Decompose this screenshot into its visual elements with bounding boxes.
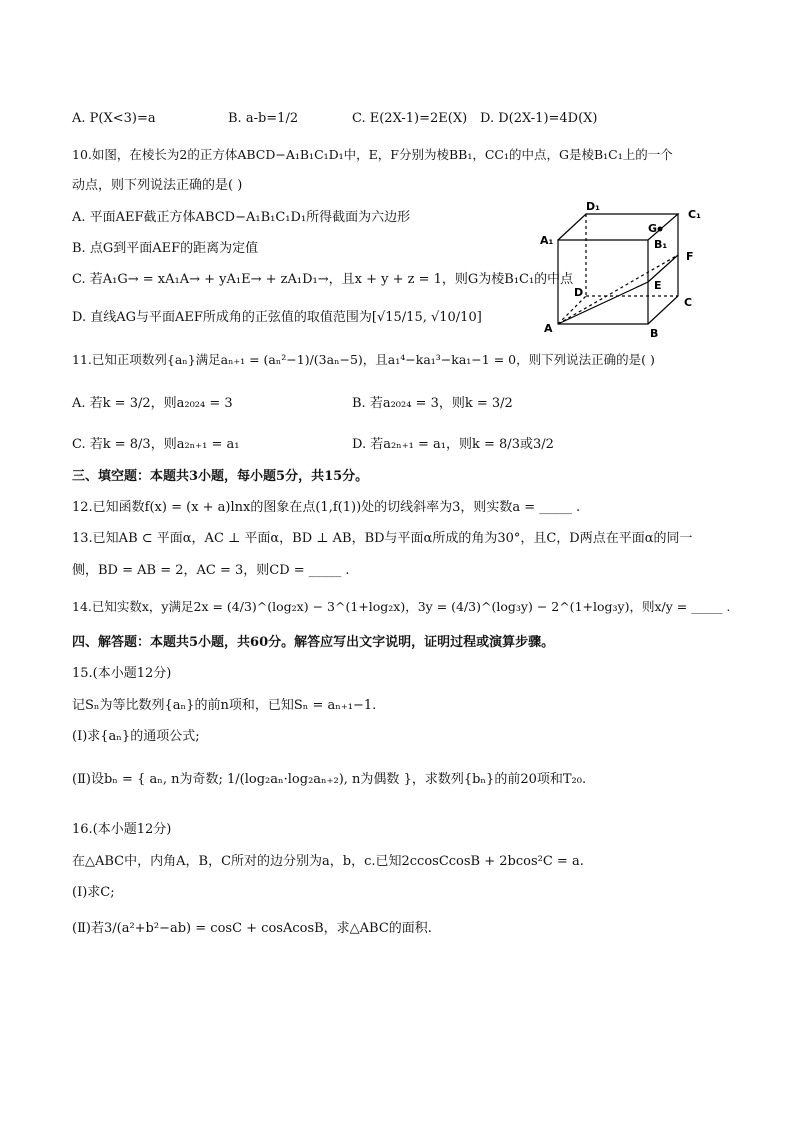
q11-option-b: B. 若a₂₀₂₄ = 3，则k = 3/2 (352, 396, 513, 411)
cube-figure (536, 196, 708, 346)
label-c1: C₁ (688, 208, 701, 221)
q13-line2: 侧，BD = AB = 2，AC = 3，则CD = _____ . (72, 563, 350, 578)
q9-option-d: D. D(2X-1)=4D(X) (480, 111, 598, 126)
label-c: C (684, 296, 693, 309)
q16-part2: (Ⅱ)若3/(a²+b²−ab) = cosC + cosAcosB，求△ABC的面积. (72, 921, 432, 936)
q10-option-b: B. 点G到平面AEF的距离为定值 (72, 241, 259, 256)
q15-stem: 记Sₙ为等比数列{aₙ}的前n项和，已知Sₙ = aₙ₊₁−1. (72, 698, 377, 713)
label-f: F (686, 250, 694, 263)
section-3-heading: 三、填空题：本题共3小题，每小题5分，共15分。 (72, 469, 369, 484)
q16-part1: (Ⅰ)求C; (72, 885, 115, 900)
point-g (658, 227, 663, 232)
q10-stem-line1: 10.如图，在棱长为2的正方体ABCD−A₁B₁C₁D₁中，E，F分别为棱BB₁，CC₁的中点，G是棱B₁C₁上的一个 (72, 147, 673, 162)
q11-option-d: D. 若a₂ₙ₊₁ = a₁，则k = 8/3或3/2 (352, 437, 554, 452)
q13-line1: 13.已知AB ⊂ 平面α，AC ⊥ 平面α，BD ⊥ AB，BD与平面α所成的角为30°，且C，D两点在平面α的同一 (72, 531, 693, 546)
section-4-heading: 四、解答题：本题共5小题，共60分。解答应写出文字说明，证明过程或演算步骤。 (72, 635, 555, 650)
q11-option-a: A. 若k = 3/2，则a₂₀₂₄ = 3 (72, 396, 233, 411)
label-d1: D₁ (586, 200, 600, 213)
label-a: A (544, 322, 553, 335)
label-e: E (654, 279, 662, 292)
q12-text: 12.已知函数f(x) = (x + a)lnx的图象在点(1,f(1))处的切线斜率为3，则实数a = _____ . (72, 500, 581, 515)
q15-part2: (Ⅱ)设bₙ = { aₙ, n为奇数; 1/(log₂aₙ·log₂aₙ₊₂), n为偶数 }，求数列{bₙ}的前20项和T₂₀. (72, 772, 587, 787)
label-d: D (574, 286, 584, 299)
q10-stem-line2: 动点，则下列说法正确的是( ) (72, 178, 243, 193)
label-b: B (650, 327, 659, 340)
q9-option-a: A. P(X<3)=a (72, 111, 156, 126)
label-g: G (648, 222, 658, 235)
q9-option-c: C. E(2X-1)=2E(X) (352, 111, 468, 126)
q10-option-c: C. 若A₁G→ = xA₁A→ + yA₁E→ + zA₁D₁→，且x + y + z = 1，则G为棱B₁C₁的中点 (72, 272, 574, 287)
q14-text: 14.已知实数x，y满足2x = (4/3)^(log₂x) − 3^(1+log₂x)，3y = (4/3)^(log₃y) − 2^(1+log₃y)，则x/y = _____ . (72, 599, 731, 614)
label-b1: B₁ (654, 238, 668, 251)
q15-part1: (Ⅰ)求{aₙ}的通项公式; (72, 729, 200, 744)
q11-stem: 11.已知正项数列{aₙ}满足aₙ₊₁ = (aₙ²−1)/(3aₙ−5)，且a₁⁴−ka₁³−ka₁−1 = 0，则下列说法正确的是( ) (72, 352, 655, 367)
q16-title: 16.(本小题12分) (72, 822, 172, 837)
label-a1: A₁ (540, 234, 554, 247)
q11-option-c: C. 若k = 8/3，则a₂ₙ₊₁ = a₁ (72, 437, 240, 452)
q10-option-d: D. 直线AG与平面AEF所成角的正弦值的取值范围为[√15/15, √10/10] (72, 310, 482, 325)
q15-title: 15.(本小题12分) (72, 666, 172, 681)
q10-option-a: A. 平面AEF截正方体ABCD−A₁B₁C₁D₁所得截面为六边形 (72, 210, 411, 225)
q9-option-b: B. a-b=1/2 (228, 111, 299, 126)
q16-stem: 在△ABC中，内角A，B，C所对的边分别为a，b，c.已知2ccosCcosB + 2bcos²C = a. (72, 854, 584, 869)
